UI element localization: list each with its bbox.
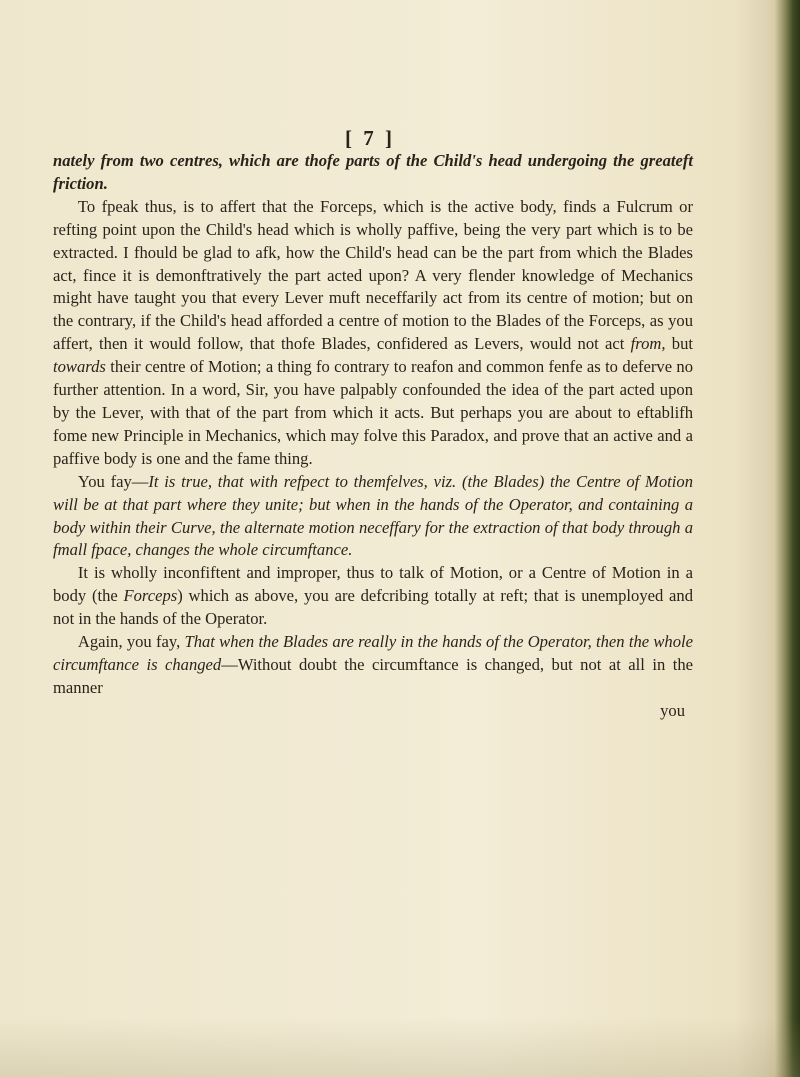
text-run: It is true, that with refpect to themfelves, viz. (the Blades) the Centre of Motion will be at that part where they unite; but when in the hands of the Operator, and containing a body within their Curve, the alternate motion neceffary for the extraction of that body through a fmall fpace, changes the whole circumftance.	[53, 471, 693, 560]
text-run: from,	[630, 334, 666, 354]
page-bottom-shade	[0, 1017, 800, 1077]
text-run: Again, you fay,	[77, 632, 185, 652]
text-run: nately from two centres, which are thofe parts of the Child's head undergoing the greateft friction.	[53, 151, 693, 193]
paragraph	[53, 196, 693, 471]
text-run: It is wholly inconfiftent and improper, thus to talk of Motion, or a Centre of Motion in a body (the	[53, 563, 693, 606]
text-run: but	[665, 334, 693, 354]
text-run: That when the Blades are really in the hands of the Operator, then the whole circumftance is changed	[53, 632, 693, 674]
text-run: To fpeak thus, is to affert that the Forceps, which is the active body, finds a Fulcrum or refting point upon the Child's head which is wholly paffive, being the very part which is to be extracted. I fhould be glad to afk, how the Child's head can be the part from which the Blades act, fince it is demonftratively the part acted upon? A very flender knowledge of Mechanics might have taught you that every Lever muft neceffarily act from its centre of motion; but on the contrary, if the Child's head afforded a centre of motion to the Blades of the Forceps, as you affert, then it would follow, that thofe Blades, confidered as Levers, would not act	[53, 196, 693, 354]
paragraph	[53, 150, 693, 196]
text-run: their centre of Motion; a thing fo contrary to reafon and common fenfe as to deferve no further attention. In a word, Sir, you have palpably confounded the idea of the part acted upon by the Lever, with that of the part from which it acts. But perhaps you are about to eftablifh fome new Principle in Mechanics, which may folve this Paradox, and prove that an active and a paffive body is one and the fame thing.	[53, 357, 693, 468]
body-text	[53, 150, 693, 723]
text-run: Forceps	[123, 586, 178, 606]
paragraph-list	[53, 150, 693, 700]
text-run: towards	[53, 357, 106, 377]
text-run: ) which as above, you are defcribing totally at reft; that is unemployed and not in the hands of the Operator.	[53, 586, 693, 629]
page-edge-shadow	[766, 0, 800, 1077]
catchword: you	[660, 700, 685, 720]
paragraph	[53, 631, 693, 700]
text-run: You fay—	[77, 471, 149, 491]
text-run: —Without doubt the circumftance is changed, but not at all in the manner	[53, 654, 693, 697]
paragraph	[53, 562, 693, 631]
page-number: [ 7 ]	[345, 126, 395, 150]
paragraph	[53, 471, 693, 563]
